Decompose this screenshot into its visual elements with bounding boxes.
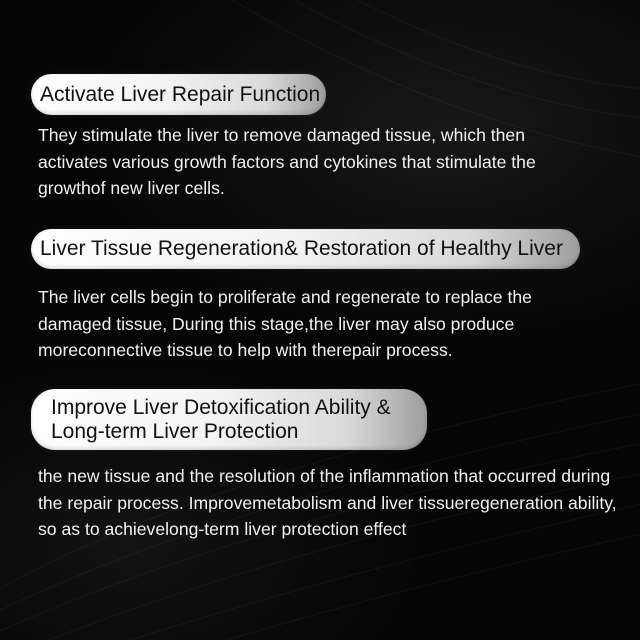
section-1-heading: Activate Liver Repair Function	[40, 82, 321, 106]
section-2-heading-pill	[31, 229, 580, 269]
section-2-heading: Liver Tissue Regeneration& Restoration of Healthy Liver	[40, 237, 563, 260]
section-1-heading-pill	[31, 74, 326, 115]
section-3-heading-line-2: Long-term Liver Protection	[51, 419, 299, 443]
section-3-heading-line-1: Improve Liver Detoxification Ability &	[51, 395, 391, 419]
section-2-body: The liver cells begin to proliferate and regenerate to replace the damaged tissue, During this stage,the liver may also produce moreconnective tissue to help with therepair process.	[38, 287, 532, 360]
section-1-body: They stimulate the liver to remove damaged tissue, which then activates various growth factors and cytokines that stimulate the growthof new liver cells.	[38, 125, 536, 198]
section-3-heading-pill	[31, 389, 427, 450]
section-3-body: the new tissue and the resolution of the inflammation that occurred during the repair process. Improvemetabolism and liver tissueregeneration ability, so as to achievelong-term liver protection effect	[38, 466, 617, 539]
